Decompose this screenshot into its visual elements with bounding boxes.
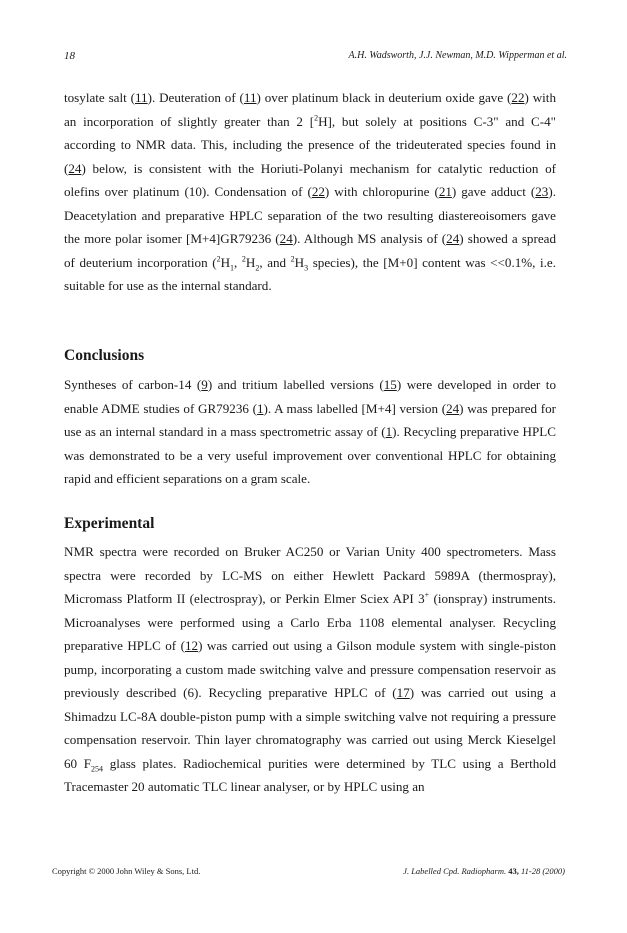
compound-ref: 11 [135,90,148,105]
running-header [64,50,567,66]
compound-ref: 12 [184,638,199,653]
conclusions-heading: Conclusions [64,347,145,364]
compound-ref: 22 [311,184,325,199]
conclusions-paragraph: Syntheses of carbon-14 (9) and tritium labelled versions (15) were developed in order to enable ADME studies of GR79236 (1). A mass labelled [M+4] version (24) was prepared for use as an internal standard in a mass spectrometric assay of (1). Recycling preparative HPLC was demonstrated to be a very useful improvement over conventional HPLC for obtaining rapid and efficient separations on a gram scale. [64,377,556,486]
journal-citation: J. Labelled Cpd. Radiopharm. 43, 11-28 (2000) [403,866,565,876]
compound-ref: 24 [446,231,460,246]
results-paragraph: tosylate salt (11). Deuteration of (11) over platinum black in deuterium oxide gave (22) with an incorporation of slightly greater than 2 [$^2$H], but solely at positions C-3" and C-4" according to NMR data. This, including the presence of the trideuterated species found in (24) below, is consistent with the Horiuti-Polanyi mechanism for catalytic reduction of olefins over platinum (10). Condensation of (22) with chloropurine (21) gave adduct (23). Deacetylation and preparative HPLC separation of the two resulting diastereoisomers gave the more polar isomer [M+4]GR79236 (24). Although MS analysis of (24) showed a spread of deuterium incorporation ($^2H_1$, $^2H_2$, and $^2H_3$ species), the [M+0] content was <<0.1%, i.e. suitable for use as the internal standard. [64,90,557,293]
compound-ref: 15 [383,377,397,392]
compound-ref: 23 [535,184,549,199]
compound-ref: 17 [396,685,410,700]
compound-ref: 21 [438,184,452,199]
compound-ref: 22 [511,90,525,105]
compound-ref: 11 [243,90,257,105]
compound-ref: 24 [68,160,82,176]
compound-ref: 9 [201,377,208,392]
compound-ref: 24 [446,400,460,416]
experimental-paragraph: NMR spectra were recorded on Bruker AC250 or Varian Unity 400 spectrometers. Mass spectra were recorded by LC-MS on either Hewlett Packard 5989A (thermospray), Micromass Platform II (electrospray), or Perkin Elmer Sciex API 3+ (ionspray) instruments. Microanalyses were performed using a Carlo Erba 1108 elemental analyser. Recycling preparative HPLC of (12) was carried out using a Gilson module system with single-piston pump, incorporating a custom made switching valve and pressure compensation reservoir as previously described (6). Recycling preparative HPLC of (17) was carried out using a Shimadzu LC-8A double-piston pump with a simple switching valve not requiring a pressure compensation reservoir. Thin layer chromatography was carried out using Merck Kieselgel 60 $F_{254}$ glass plates. Radiochemical purities were determined by TLC using a Berthold Tracemaster 20 automatic TLC linear analyser, or by HPLC using an [64,544,557,794]
running-authors: A.H. Wadsworth, J.J. Newman, M.D. Wipperman et al. [348,50,567,61]
compound-ref: 1 [256,400,264,416]
experimental-heading: Experimental [64,515,155,532]
copyright-notice: Copyright © 2000 John Wiley & Sons, Ltd. [52,866,201,876]
compound-ref: 1 [385,424,393,439]
page-footer [52,866,565,880]
compound-ref: 24 [279,231,293,246]
page-number: 18 [64,50,75,62]
